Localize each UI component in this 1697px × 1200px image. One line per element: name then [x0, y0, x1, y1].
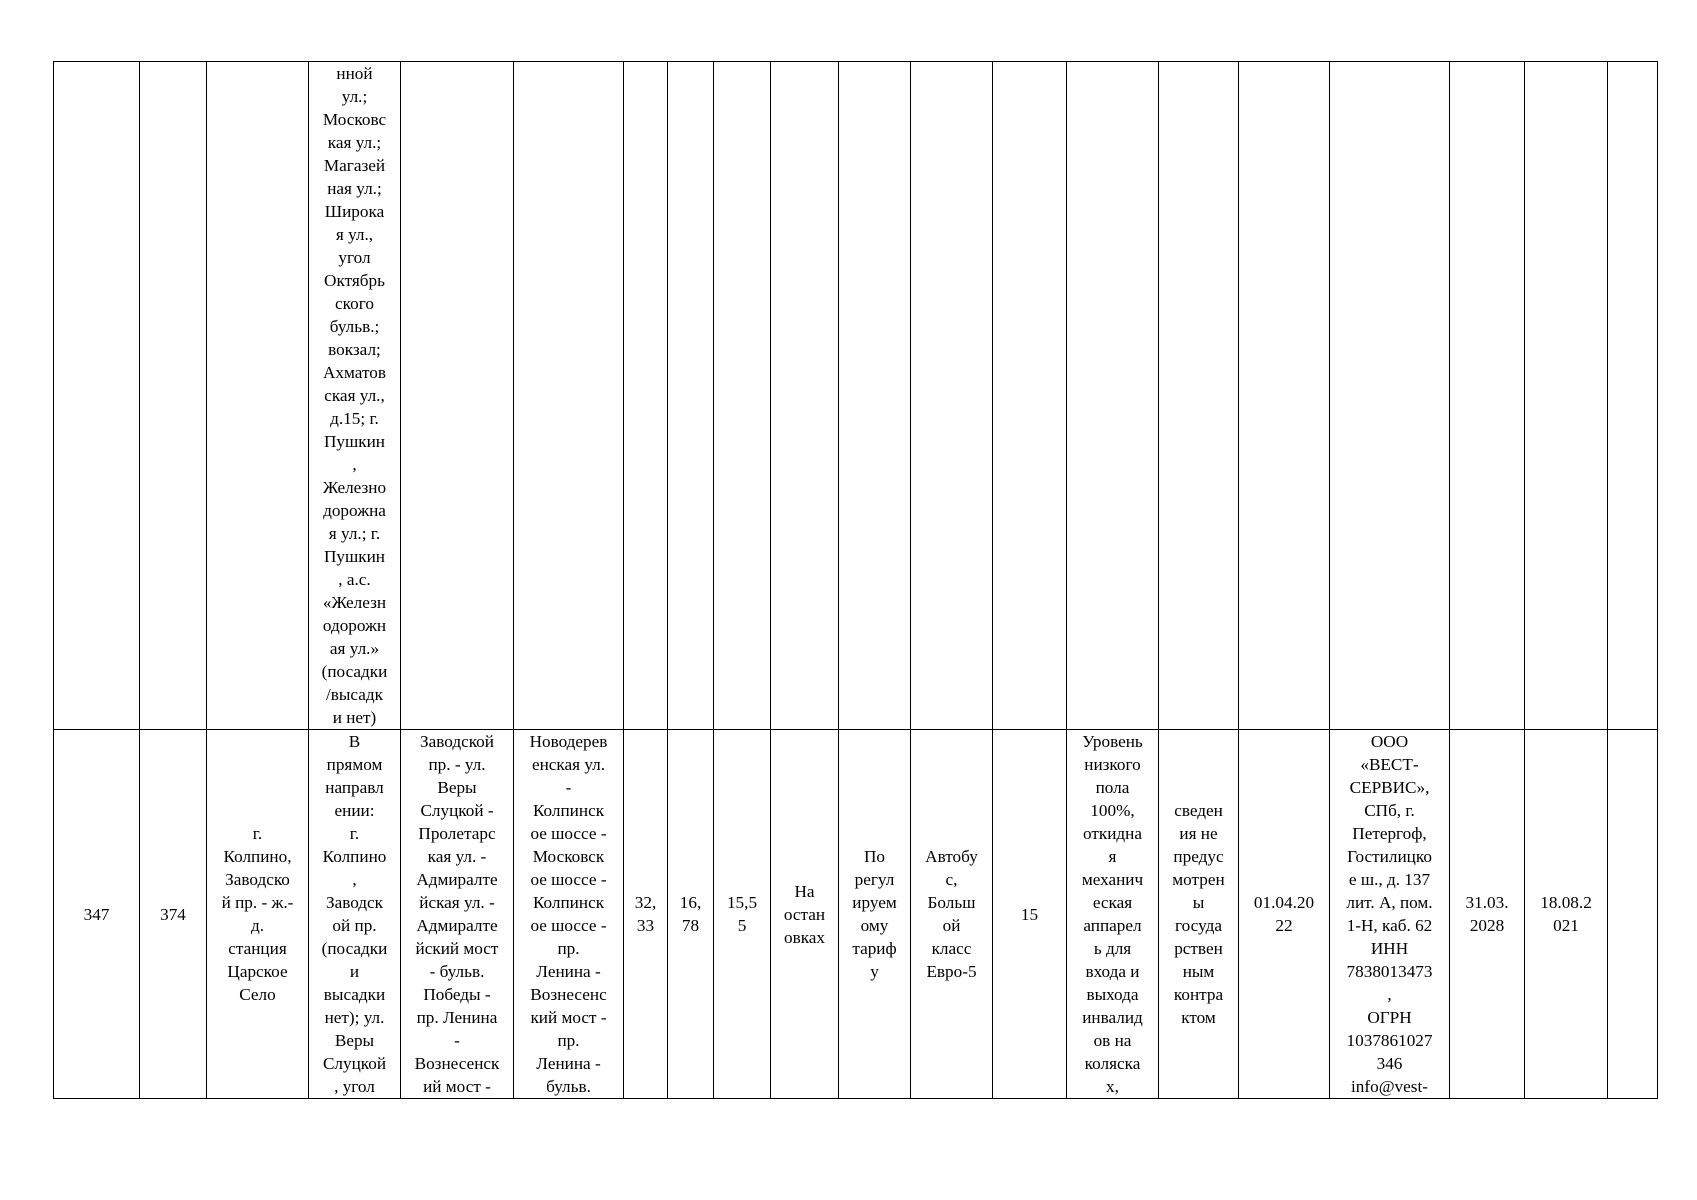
cell-contract-info-cont	[1159, 62, 1239, 730]
cell-carrier: ООО «ВЕСТ- СЕРВИС», СПб, г. Петергоф, Гостилицко е ш., д. 137 лит. А, пом. 1-Н, каб. 62 ИНН 7838013473 , ОГРН 1037861027 346 info@vest-	[1330, 730, 1450, 1099]
cell-end-date: 31.03. 2028	[1450, 730, 1525, 1099]
cell-route-name: г. Колпино, Заводско й пр. - ж.- д. станция Царское Село	[207, 730, 309, 1099]
cell-length-total-cont	[714, 62, 771, 730]
continued-row	[54, 62, 1658, 730]
cell-record-date-cont	[1525, 62, 1608, 730]
cell-length-total: 15,5 5	[714, 730, 771, 1099]
cell-reg-number-cont	[54, 62, 140, 730]
cell-length-backward: 16, 78	[668, 730, 714, 1099]
cell-route-number: 374	[140, 730, 207, 1099]
cell-tariff-cont	[839, 62, 911, 730]
cell-streets-backward: Новодерев енская ул. - Колпинск ое шоссе - Московск ое шоссе - Колпинск ое шоссе - пр. Ленина - Вознесенс кий мост - пр. Ленина - бульв.	[514, 730, 624, 1099]
cell-streets-forward: Заводской пр. - ул. Веры Слуцкой - Пролетарс кая ул. - Адмиралте йская ул. - Адмиралте йский мост - бульв. Победы - пр. Ленина - Вознесенск ий мост -	[401, 730, 514, 1099]
cell-boarding-order: На остан овках	[771, 730, 839, 1099]
cell-contract-info: сведен ия не предус мотрен ы госуда рствен ным контра ктом	[1159, 730, 1239, 1099]
cell-route-number-cont	[140, 62, 207, 730]
cell-vehicle-features: Уровень низкого пола 100%, откидна я механич еская аппарел ь для входа и выхода инвалид ов на коляска х,	[1067, 730, 1159, 1099]
cell-vehicle-count: 15	[993, 730, 1067, 1099]
cell-vehicle: Автобу с, Больш ой класс Евро-5	[911, 730, 993, 1099]
cell-vehicle-count-cont	[993, 62, 1067, 730]
cell-start-date: 01.04.20 22	[1239, 730, 1330, 1099]
cell-record-date: 18.08.2 021	[1525, 730, 1608, 1099]
cell-stops-cont: нной ул.; Московс кая ул.; Магазей ная ул.; Широка я ул., угол Октябрь ского бульв.; вокзал; Ахматов ская ул., д.15; г. Пушкин , Железно дорожна я ул.; г. Пушкин , а.с. «Железн одорожн ая ул.» (посадки /высадк и нет)	[309, 62, 401, 730]
cell-length-backward-cont	[668, 62, 714, 730]
cell-route-name-cont	[207, 62, 309, 730]
cell-start-date-cont	[1239, 62, 1330, 730]
cell-end-date-cont	[1450, 62, 1525, 730]
cell-reg-number: 347	[54, 730, 140, 1099]
cell-notes	[1608, 730, 1658, 1099]
cell-boarding-order-cont	[771, 62, 839, 730]
cell-vehicle-features-cont	[1067, 62, 1159, 730]
cell-streets-backward-cont	[514, 62, 624, 730]
cell-tariff: По регул ируем ому тариф у	[839, 730, 911, 1099]
cell-stops: В прямом направл ении: г. Колпино , Заводск ой пр. (посадки и высадки нет); ул. Веры Слуцкой , угол	[309, 730, 401, 1099]
cell-length-forward: 32, 33	[624, 730, 668, 1099]
route-row-347	[54, 730, 1658, 1099]
cell-carrier-cont	[1330, 62, 1450, 730]
cell-vehicle-cont	[911, 62, 993, 730]
route-registry-table	[53, 61, 1658, 1099]
cell-length-forward-cont	[624, 62, 668, 730]
cell-notes-cont	[1608, 62, 1658, 730]
cell-streets-forward-cont	[401, 62, 514, 730]
